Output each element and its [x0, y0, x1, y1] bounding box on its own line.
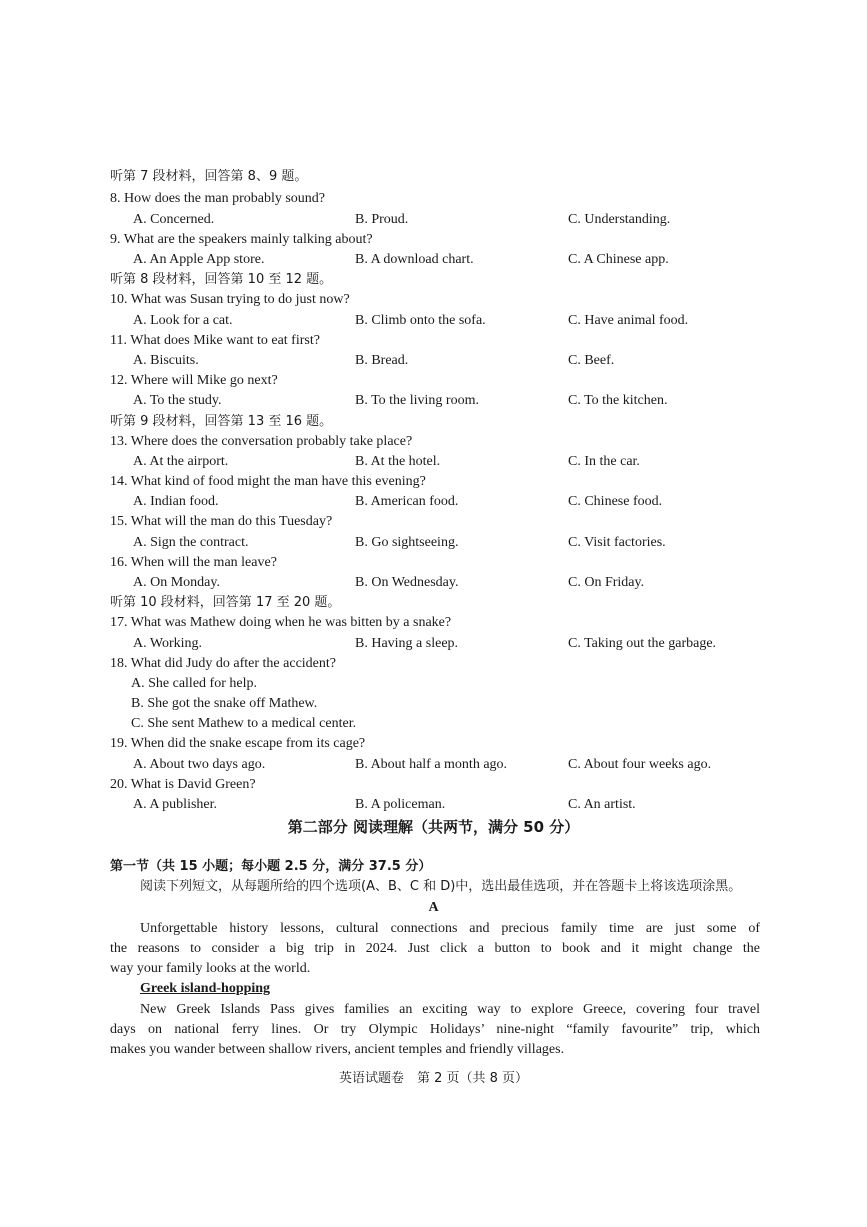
part-title: 第二部分 阅读理解（共两节，满分 50 分）	[287, 818, 580, 836]
option-a: A. About two days ago.	[133, 757, 266, 772]
group-header: 听第 8 段材料，回答第 10 至 12 题。	[110, 272, 333, 287]
option-b: B. Proud.	[355, 212, 409, 227]
option-b: B. Bread.	[355, 353, 409, 368]
paragraph-line: way your family looks at the world.	[110, 961, 311, 976]
question-19: 19. When did the snake escape from its cage?	[110, 736, 366, 751]
paragraph-line: New Greek Islands Pass gives families an exciting way to explore Greece, covering four travel	[140, 1002, 760, 1017]
section-header: 第一节（共 15 小题；每小题 2.5 分，满分 37.5 分）	[110, 859, 432, 874]
option-c: C. On Friday.	[568, 575, 645, 590]
option-b: B. About half a month ago.	[355, 757, 508, 772]
options-row	[0, 795, 867, 815]
question-11: 11. What does Mike want to eat first?	[110, 333, 320, 348]
option-c: C. Visit factories.	[568, 535, 666, 550]
group-header: 听第 9 段材料，回答第 13 至 16 题。	[110, 414, 333, 429]
group-header: 听第 7 段材料，回答第 8、9 题。	[110, 169, 308, 184]
option-c: C. She sent Mathew to a medical center.	[131, 716, 357, 731]
option-a: A. Look for a cat.	[133, 313, 233, 328]
option-b: B. A download chart.	[355, 252, 474, 267]
question-16: 16. When will the man leave?	[110, 555, 277, 570]
question-12: 12. Where will Mike go next?	[110, 373, 278, 388]
option-c: C. To the kitchen.	[568, 393, 668, 408]
options-row	[0, 210, 867, 230]
option-c: C. Have animal food.	[568, 313, 689, 328]
option-c: C. Understanding.	[568, 212, 671, 227]
option-c: C. A Chinese app.	[568, 252, 669, 267]
option-c: C. Taking out the garbage.	[568, 636, 717, 651]
option-b: B. At the hotel.	[355, 454, 441, 469]
option-b: B. She got the snake off Mathew.	[131, 696, 318, 711]
question-10: 10. What was Susan trying to do just now?	[110, 292, 350, 307]
option-b: B. A policeman.	[355, 797, 446, 812]
page-footer: 英语试题卷 第 2 页（共 8 页）	[338, 1071, 529, 1086]
question-15: 15. What will the man do this Tuesday?	[110, 514, 333, 529]
question-9: 9. What are the speakers mainly talking about?	[110, 232, 373, 247]
option-c: C. Beef.	[568, 353, 615, 368]
option-b: B. Climb onto the sofa.	[355, 313, 486, 328]
question-20: 20. What is David Green?	[110, 777, 256, 792]
options-row	[0, 573, 867, 593]
paragraph-line: Unforgettable history lessons, cultural connections and precious family time are just some of	[140, 921, 760, 936]
options-row	[0, 452, 867, 472]
paragraph-line: days on national ferry lines. Or try Olympic Holidays’ nine-night “family favourite” trip, which	[110, 1022, 760, 1037]
question-8: 8. How does the man probably sound?	[110, 191, 326, 206]
option-a: A. Working.	[133, 636, 203, 651]
option-a: A. At the airport.	[133, 454, 229, 469]
option-a: A. She called for help.	[131, 676, 257, 691]
option-a: A. Concerned.	[133, 212, 215, 227]
options-row	[0, 634, 867, 654]
group-header: 听第 10 段材料，回答第 17 至 20 题。	[110, 595, 341, 610]
instruction-text: 阅读下列短文，从每题所给的四个选项(A、B、C 和 D)中，选出最佳选项，并在答题卡上将该选项涂黑。	[140, 879, 742, 894]
paragraph-line: makes you wander between shallow rivers, ancient temples and friendly villages.	[110, 1042, 565, 1057]
options-row	[0, 351, 867, 371]
question-17: 17. What was Mathew doing when he was bitten by a snake?	[110, 615, 452, 630]
option-a: A. On Monday.	[133, 575, 220, 590]
options-row	[0, 755, 867, 775]
option-b: B. Having a sleep.	[355, 636, 459, 651]
option-a: A. Biscuits.	[133, 353, 199, 368]
option-a: A. To the study.	[133, 393, 222, 408]
option-a: A. Sign the contract.	[133, 535, 249, 550]
options-row	[0, 533, 867, 553]
option-c: C. In the car.	[568, 454, 640, 469]
options-row	[0, 311, 867, 331]
option-c: C. About four weeks ago.	[568, 757, 712, 772]
option-b: B. To the living room.	[355, 393, 479, 408]
options-row	[0, 391, 867, 411]
question-14: 14. What kind of food might the man have this evening?	[110, 474, 426, 489]
option-a: A. Indian food.	[133, 494, 219, 509]
option-b: B. American food.	[355, 494, 459, 509]
option-c: C. Chinese food.	[568, 494, 663, 509]
option-a: A. An Apple App store.	[133, 252, 265, 267]
options-row	[0, 492, 867, 512]
option-c: C. An artist.	[568, 797, 636, 812]
subheading: Greek island-hopping	[140, 981, 271, 996]
passage-letter: A	[428, 900, 439, 915]
option-b: B. Go sightseeing.	[355, 535, 459, 550]
option-a: A. A publisher.	[133, 797, 218, 812]
options-row	[0, 250, 867, 270]
paragraph-line: the reasons to consider a big trip in 2024. Just click a button to book and it might change the	[110, 941, 760, 956]
question-13: 13. Where does the conversation probably take place?	[110, 434, 413, 449]
option-b: B. On Wednesday.	[355, 575, 459, 590]
question-18: 18. What did Judy do after the accident?	[110, 656, 336, 671]
